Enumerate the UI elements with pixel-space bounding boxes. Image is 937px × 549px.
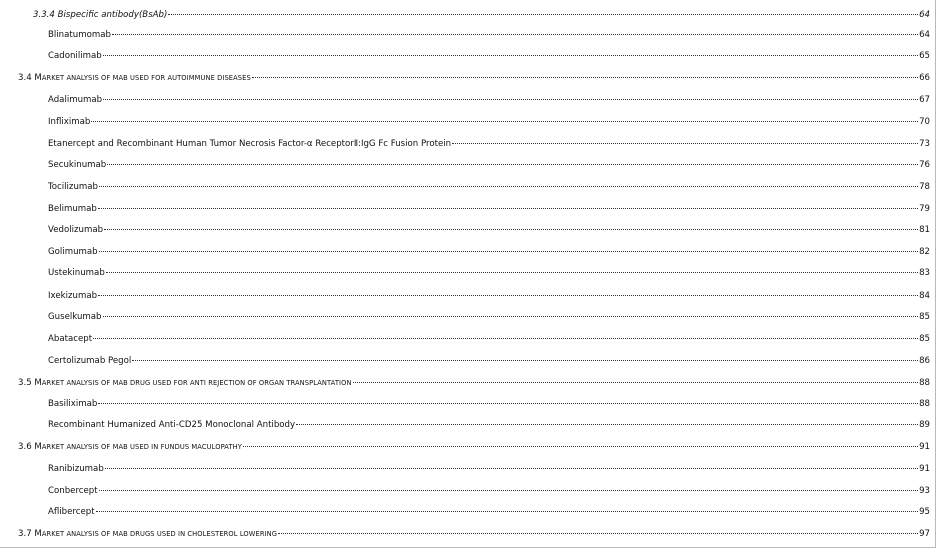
- toc-leader-dots: [278, 532, 918, 534]
- toc-entry-golimumab[interactable]: [48, 245, 930, 260]
- toc-entry-page: 97: [919, 529, 930, 539]
- toc-entry-page: 81: [919, 225, 930, 235]
- toc-section-title-rest: ARKET ANALYSIS OF MAB USED FOR AUTOIMMUNE DISEASES: [41, 74, 251, 82]
- toc-entry-infliximab[interactable]: [48, 115, 930, 130]
- toc-entry-page: 64: [919, 30, 930, 40]
- toc-leader-dots: [243, 445, 918, 447]
- toc-section-3-4[interactable]: [18, 71, 930, 86]
- toc-entry-page: 83: [919, 268, 930, 278]
- toc-leader-dots: [99, 489, 918, 491]
- toc-entry-title: Belimumab: [48, 204, 97, 214]
- toc-section-title-rest: ARKET ANALYSIS OF MAB DRUGS USED IN CHOLESTEROL LOWERING: [41, 530, 278, 538]
- toc-entry-adalimumab[interactable]: [48, 93, 930, 108]
- toc-entry-title: Infliximab: [48, 117, 91, 127]
- toc-entry-title: Cadonilimab: [48, 51, 102, 61]
- toc-entry-page: 79: [919, 204, 930, 214]
- toc-leader-dots: [106, 271, 918, 273]
- toc-entry-title: Tocilizumab: [48, 182, 98, 192]
- toc-section-3-5[interactable]: [18, 376, 930, 391]
- toc-entry-etanercept[interactable]: [48, 137, 930, 152]
- toc-entry-page: 89: [919, 420, 930, 430]
- toc-entry-page: 65: [919, 51, 930, 61]
- toc-entry-title: Vedolizumab: [48, 225, 104, 235]
- toc-section-3-6[interactable]: [18, 440, 930, 455]
- toc-entry-title: Basiliximab: [48, 399, 98, 409]
- toc-entry-page: 70: [919, 117, 930, 127]
- toc-entry-ixekizumab[interactable]: [48, 289, 930, 304]
- toc-entry-blinatumomab[interactable]: [48, 28, 930, 43]
- toc-entry-page: 67: [919, 95, 930, 105]
- toc-leader-dots: [252, 76, 918, 78]
- toc-leader-dots: [91, 120, 918, 122]
- toc-entry-page: 88: [919, 378, 930, 388]
- toc-entry-ustekinumab[interactable]: [48, 266, 930, 281]
- toc-entry-page: 93: [919, 486, 930, 496]
- toc-leader-dots: [98, 402, 918, 404]
- toc-entry-title: Recombinant Humanized Anti-CD25 Monoclonal Antibody: [48, 420, 296, 430]
- toc-entry-page: 78: [919, 182, 930, 192]
- toc-entry-tocilizumab[interactable]: [48, 180, 930, 195]
- toc-entry-title: Ustekinumab: [48, 268, 105, 278]
- toc-entry-basiliximab[interactable]: [48, 397, 930, 412]
- toc-entry-page: 84: [919, 291, 930, 301]
- toc-section-title-prefix: 3.4 M: [18, 73, 42, 83]
- toc-entry-title: Secukinumab: [48, 160, 107, 170]
- toc-section-title-prefix: 3.7 M: [18, 529, 42, 539]
- toc-entry-anti-cd25[interactable]: [48, 418, 930, 433]
- toc-leader-dots: [103, 315, 919, 317]
- toc-entry-page: 95: [919, 507, 930, 517]
- toc-section-title: [18, 376, 352, 391]
- toc-section-title: [18, 440, 242, 455]
- toc-section-title: [18, 71, 251, 86]
- toc-leader-dots: [132, 359, 918, 361]
- toc-section-3-7[interactable]: [18, 527, 930, 542]
- toc-entry-title: Ranibizumab: [48, 464, 104, 474]
- toc-entry-page: 85: [919, 312, 930, 322]
- toc-leader-dots: [452, 142, 918, 144]
- toc-leader-dots: [353, 381, 919, 383]
- toc-entry-certolizumab-pegol[interactable]: [48, 354, 930, 369]
- toc-leader-dots: [296, 423, 918, 425]
- toc-entry-title: Guselkumab: [48, 312, 102, 322]
- toc-entry-page: 91: [919, 442, 930, 452]
- toc-entry-page: 91: [919, 464, 930, 474]
- toc-entry-page: 82: [919, 247, 930, 257]
- toc-entry-page: 88: [919, 399, 930, 409]
- toc-entry-vedolizumab[interactable]: [48, 223, 930, 238]
- toc-entry-page: 66: [919, 73, 930, 83]
- toc-section-title-rest: ARKET ANALYSIS OF MAB DRUG USED FOR ANTI REJECTION OF ORGAN TRANSPLANTATION: [41, 379, 352, 387]
- toc-section-title-prefix: 3.6 M: [18, 442, 42, 452]
- toc-leader-dots: [93, 337, 918, 339]
- toc-leader-dots: [103, 98, 918, 100]
- toc-entry-cadonilimab[interactable]: [48, 49, 930, 64]
- toc-entry-page: 73: [919, 139, 930, 149]
- toc-leader-dots: [104, 228, 918, 230]
- toc-leader-dots: [98, 294, 918, 296]
- toc-entry-page: 76: [919, 160, 930, 170]
- toc-leader-dots: [105, 467, 918, 469]
- toc-section-title-rest: ARKET ANALYSIS OF MAB USED IN FUNDUS MACULOPATHY: [41, 443, 242, 451]
- toc-entry-ranibizumab[interactable]: [48, 462, 930, 477]
- toc-entry-title: Blinatumomab: [48, 30, 111, 40]
- toc-entry-3-3-4[interactable]: [33, 8, 930, 23]
- toc-leader-dots: [99, 250, 918, 252]
- toc-leader-dots: [107, 163, 918, 165]
- toc-entry-abatacept[interactable]: [48, 332, 930, 347]
- toc-leader-dots: [112, 33, 918, 35]
- toc-entry-secukinumab[interactable]: [48, 158, 930, 173]
- toc-leader-dots: [103, 54, 918, 56]
- toc-entry-page: 64: [919, 10, 930, 20]
- toc-entry-title: Ixekizumab: [48, 291, 98, 301]
- toc-entry-page: 85: [919, 334, 930, 344]
- toc-entry-conbercept[interactable]: [48, 484, 930, 499]
- toc-entry-title: Etanercept and Recombinant Human Tumor Necrosis Factor-α ReceptorⅡ:IgG Fc Fusion Protein: [48, 139, 452, 149]
- toc-leader-dots: [96, 510, 918, 512]
- toc-entry-title: Aflibercept: [48, 507, 95, 517]
- toc-entry-belimumab[interactable]: [48, 202, 930, 217]
- toc-section-title-prefix: 3.5 M: [18, 378, 42, 388]
- toc-entry-title: Abatacept: [48, 334, 93, 344]
- toc-section-title: [18, 527, 277, 542]
- toc-entry-guselkumab[interactable]: [48, 310, 930, 325]
- toc-entry-aflibercept[interactable]: [48, 505, 930, 520]
- toc-leader-dots: [98, 207, 918, 209]
- toc-entry-title: 3.3.4 Bispecific antibody(BsAb): [33, 10, 168, 20]
- toc-leader-dots: [99, 185, 918, 187]
- toc-entry-page: 86: [919, 356, 930, 366]
- toc-entry-title: Conbercept: [48, 486, 98, 496]
- toc-entry-title: Golimumab: [48, 247, 98, 257]
- toc-leader-dots: [168, 13, 918, 15]
- toc-entry-title: Certolizumab Pegol: [48, 356, 132, 366]
- toc-entry-title: Adalimumab: [48, 95, 103, 105]
